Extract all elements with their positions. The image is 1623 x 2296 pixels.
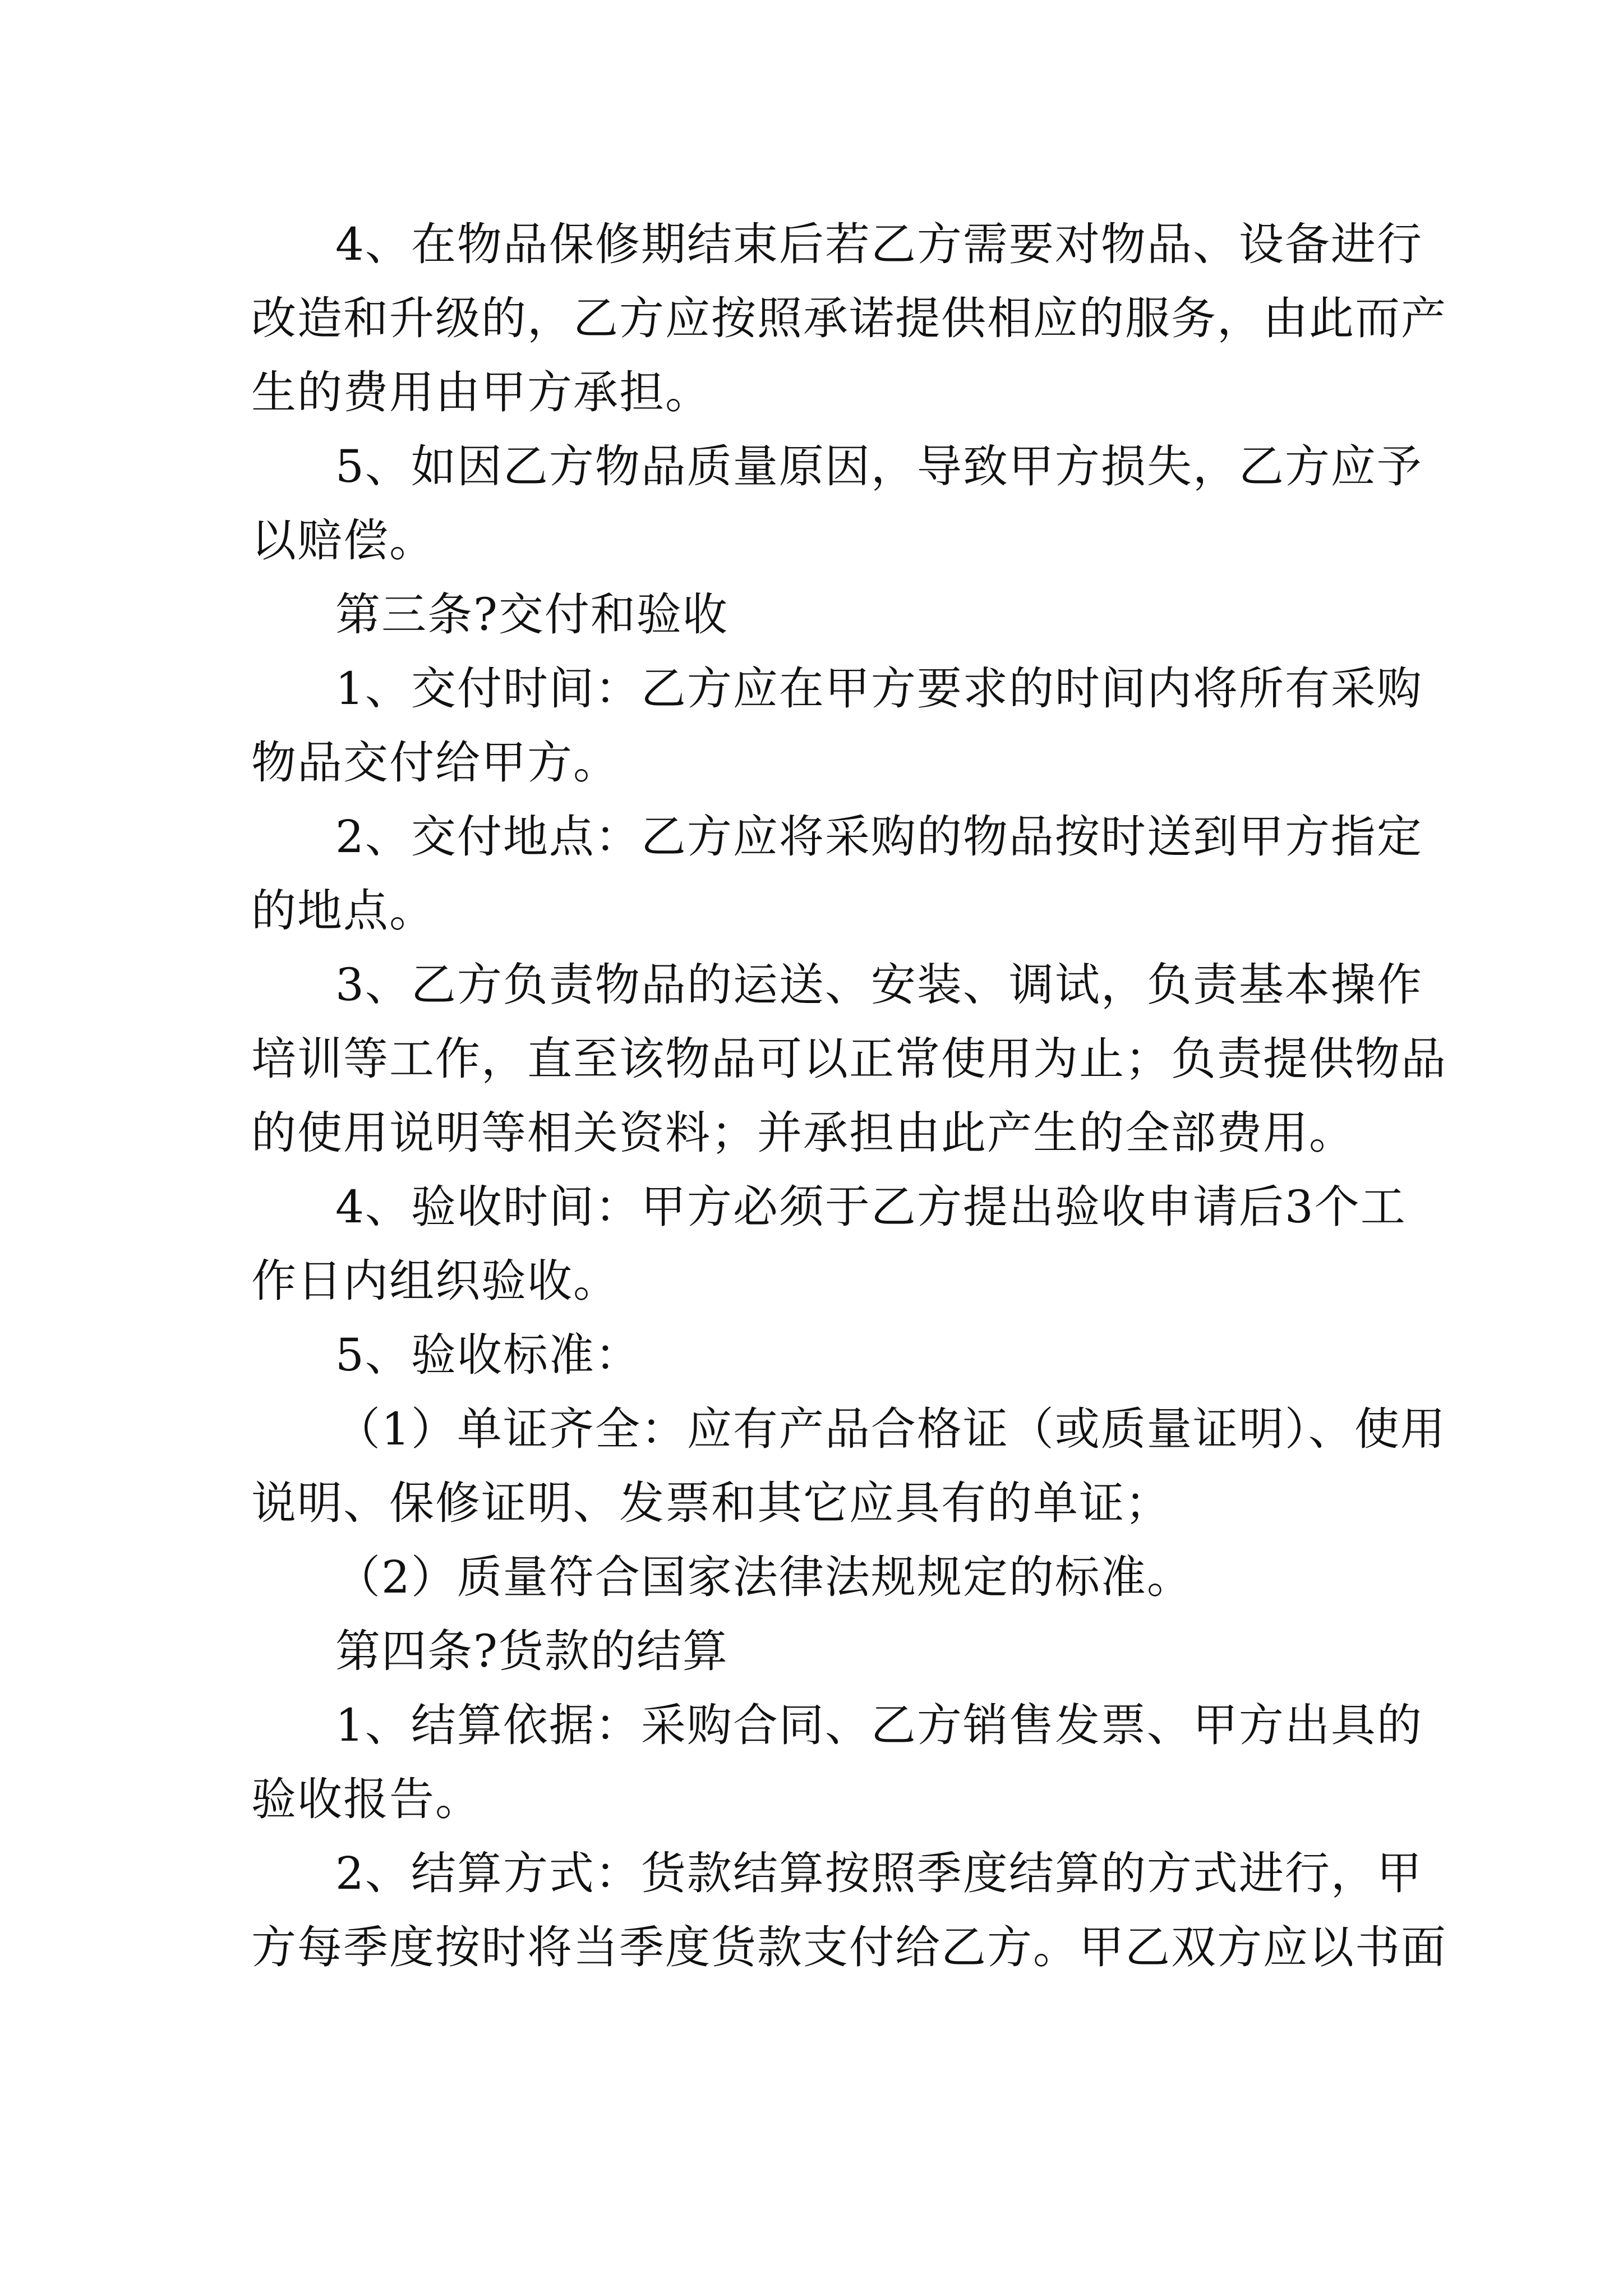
section-heading: 第三条?交付和验收: [335, 588, 728, 641]
text-line: 2、交付地点：乙方应将采购的物品按时送到甲方指定: [335, 811, 1423, 863]
text-line: 3、乙方负责物品的运送、安装、调试，负责基本操作: [335, 959, 1423, 1011]
text-line: （1）单证齐全：应有产品合格证（或质量证明）、使用: [335, 1403, 1446, 1455]
text-line: 说明、保修证明、发票和其它应具有的单证；: [251, 1477, 1171, 1529]
text-line: 1、交付时间：乙方应在甲方要求的时间内将所有采购: [335, 662, 1423, 715]
section-heading: 第四条?货款的结算: [335, 1625, 728, 1677]
text-line: 的地点。: [251, 885, 435, 937]
text-line: 4、在物品保修期结束后若乙方需要对物品、设备进行: [335, 218, 1423, 270]
text-line: 作日内组织验收。: [251, 1255, 619, 1307]
text-line: 的使用说明等相关资料；并承担由此产生的全部费用。: [251, 1107, 1355, 1159]
text-line: 5、如因乙方物品质量原因，导致甲方损失，乙方应予: [335, 440, 1423, 493]
text-line: 培训等工作，直至该物品可以正常使用为止；负责提供物品: [251, 1033, 1447, 1085]
text-line: 物品交付给甲方。: [251, 737, 619, 789]
text-line: 生的费用由甲方承担。: [251, 366, 711, 418]
text-line: 以赔偿。: [251, 514, 435, 567]
text-line: 2、结算方式：货款结算按照季度结算的方式进行，甲: [335, 1847, 1423, 1899]
text-line: 验收报告。: [251, 1773, 481, 1825]
text-line: 改造和升级的，乙方应按照承诺提供相应的服务，由此而产: [251, 292, 1447, 344]
text-line: 1、结算依据：采购合同、乙方销售发票、甲方出具的: [335, 1699, 1423, 1751]
text-line: 4、验收时间：甲方必须于乙方提出验收申请后3个工: [335, 1181, 1407, 1233]
text-line: （2）质量符合国家法律法规规定的标准。: [335, 1551, 1193, 1603]
text-line: 5、验收标准：: [335, 1329, 641, 1381]
text-line: 方每季度按时将当季度货款支付给乙方。甲乙双方应以书面: [251, 1921, 1447, 1973]
